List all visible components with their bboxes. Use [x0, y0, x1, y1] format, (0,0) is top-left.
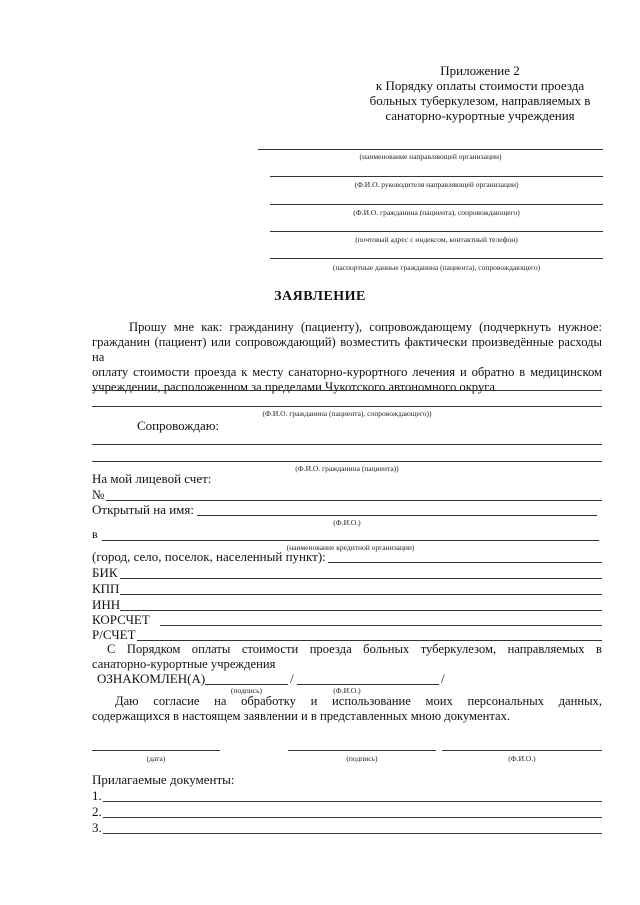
account-label: На мой лицевой счет:: [92, 471, 212, 486]
full-name-field[interactable]: [442, 750, 602, 751]
attachment-field[interactable]: [103, 801, 602, 802]
acknowledge-line: санаторно-курортные учреждения: [92, 657, 276, 671]
attachment-number: 2.: [92, 804, 102, 819]
full-name-caption: (Ф.И.О.): [508, 754, 536, 763]
appendix-line: к Порядку оплаты стоимости проезда: [375, 78, 585, 93]
appendix-line: больных туберкулезом, направляемых в: [369, 93, 591, 108]
applicant-name-field[interactable]: [270, 204, 603, 205]
opened-to-field[interactable]: [197, 515, 597, 516]
document-title: ЗАЯВЛЕНИЕ: [274, 289, 366, 304]
korschet-field[interactable]: [160, 625, 602, 626]
postal-address-caption: (почтовый адрес с индексом, контактный телефон): [355, 235, 518, 244]
kpp-label: КПП: [92, 581, 120, 596]
rschet-label: Р/СЧЕТ: [92, 627, 136, 642]
request-name-caption: (Ф.И.О. гражданина (пациента), сопровождающего)): [262, 409, 432, 418]
attachment-field[interactable]: [103, 833, 602, 834]
attachment-number: 1.: [92, 788, 102, 803]
consent-paragraph: [92, 694, 602, 724]
bank-name-caption: (наименование кредитной организации): [286, 543, 415, 552]
acknowledged-name-field[interactable]: [297, 684, 439, 685]
date-field[interactable]: [92, 750, 220, 751]
slash: /: [441, 671, 445, 686]
request-name-field-2[interactable]: [92, 406, 602, 407]
opened-to-caption: (Ф.И.О.): [333, 518, 361, 527]
acknowledge-line: С Порядком оплаты стоимости проезда больных туберкулезом, направляемых в: [107, 642, 602, 656]
attachment-number: 3.: [92, 820, 102, 835]
signature-caption: (подпись): [346, 754, 378, 763]
appendix-block: [350, 63, 610, 123]
appendix-title: Приложение 2: [440, 63, 520, 78]
account-number-label: №: [92, 487, 105, 502]
city-field[interactable]: [328, 562, 602, 563]
request-line: учреждении, расположенном за пределами Чукотского автономного округа: [92, 380, 495, 394]
request-line: оплату стоимости проезда к месту санаторно-курортного лечения и обратно в медицинском: [92, 365, 602, 379]
consent-line: Даю согласие на обработку и использование моих персональных данных,: [115, 694, 602, 708]
request-line: Прошу мне как: гражданину (пациенту), сопровождающему (подчеркнуть нужное:: [129, 320, 602, 334]
acknowledged-signature-field[interactable]: [205, 684, 288, 685]
account-number-field[interactable]: [106, 500, 602, 501]
applicant-name-caption: (Ф.И.О. гражданина (пациента), сопровождающего): [353, 208, 520, 217]
accompany-name-field-2[interactable]: [92, 461, 602, 462]
acknowledged-label: ОЗНАКОМЛЕН(А): [97, 671, 206, 686]
attachments-label: Прилагаемые документы:: [92, 772, 235, 787]
consent-line: содержащихся в настоящем заявлении и в представленных мною документах.: [92, 709, 511, 723]
inn-label: ИНН: [92, 597, 121, 612]
accompany-name-caption: (Ф.И.О. гражданина (пациента)): [295, 464, 399, 473]
slash: /: [290, 671, 294, 686]
acknowledge-paragraph: [92, 642, 602, 672]
accompany-label: Сопровождаю:: [137, 418, 220, 433]
signature-field[interactable]: [288, 750, 436, 751]
organization-caption: (наименование направляющей организации): [359, 152, 502, 161]
organization-field[interactable]: [258, 149, 603, 150]
request-paragraph: [92, 320, 602, 395]
inn-field[interactable]: [120, 610, 602, 611]
passport-field[interactable]: [270, 258, 603, 259]
date-caption: (дата): [146, 754, 166, 763]
attachment-field[interactable]: [103, 817, 602, 818]
kpp-field[interactable]: [120, 594, 602, 595]
bank-name-field[interactable]: [102, 540, 599, 541]
appendix-line: санаторно-курортные учреждения: [385, 108, 575, 123]
passport-caption: (паспортные данные гражданина (пациента), сопровождающего): [332, 263, 541, 272]
bik-field[interactable]: [120, 578, 602, 579]
request-line: гражданин (пациент) или сопровождающий) возместить фактически произведённые расходы на: [92, 335, 602, 364]
director-name-caption: (Ф.И.О. руководителя направляющей организации): [354, 180, 519, 189]
bank-in-label: в: [92, 527, 98, 541]
city-label: (город, село, поселок, населенный пункт):: [92, 549, 326, 564]
korschet-label: КОРСЧЕТ: [92, 612, 150, 627]
request-name-field-1[interactable]: [92, 390, 602, 391]
opened-to-label: Открытый на имя:: [92, 502, 194, 517]
bik-label: БИК: [92, 565, 118, 580]
rschet-field[interactable]: [137, 640, 602, 641]
postal-address-field[interactable]: [270, 231, 603, 232]
acknowledged-name-caption: (Ф.И.О.): [333, 686, 361, 695]
acknowledged-signature-caption: (подпись): [230, 686, 263, 695]
director-name-field[interactable]: [270, 176, 603, 177]
accompany-name-field-1[interactable]: [92, 444, 602, 445]
